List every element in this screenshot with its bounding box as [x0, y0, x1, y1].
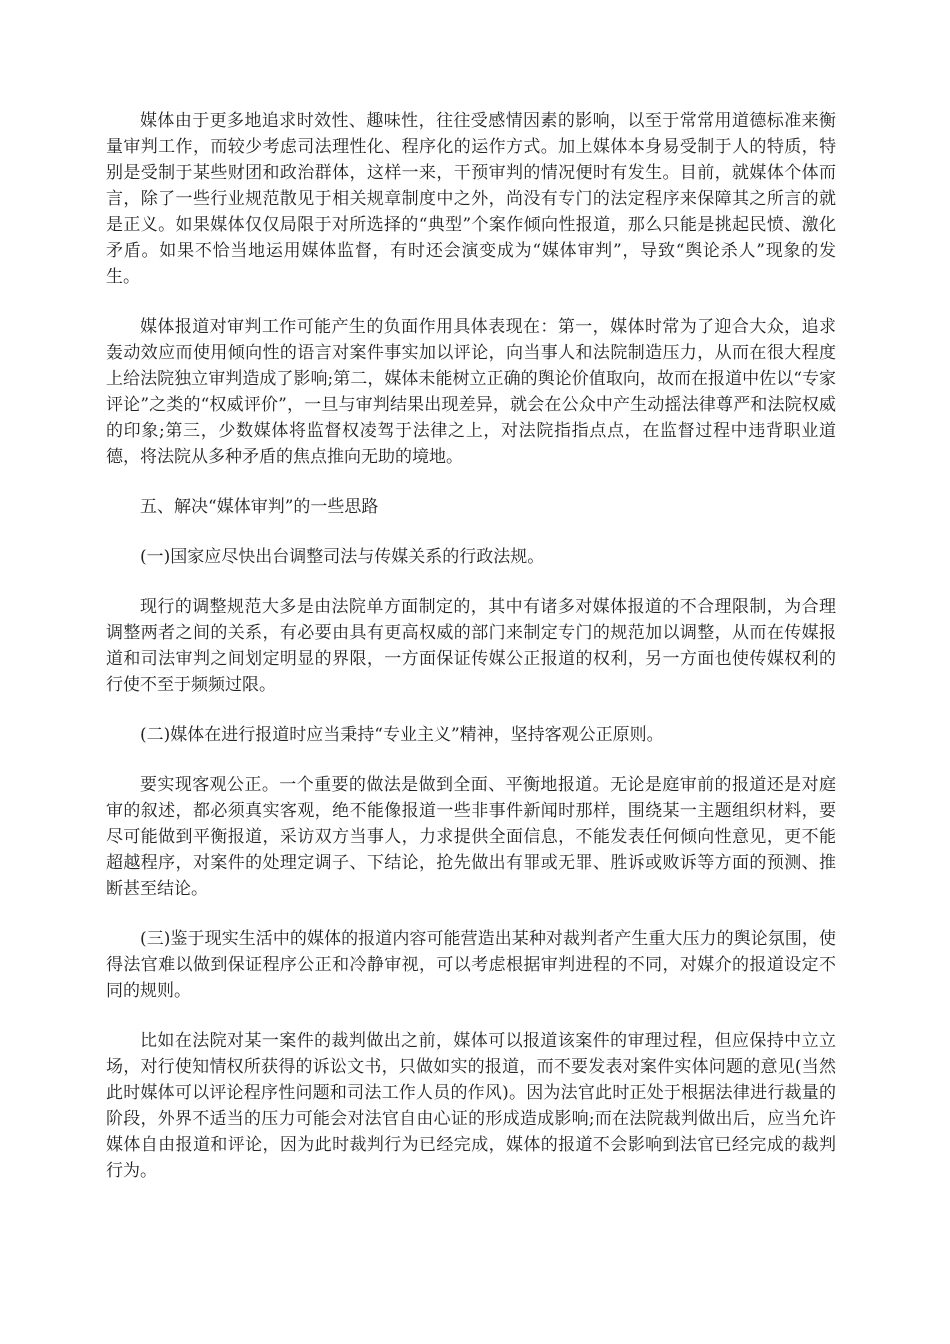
subheading-two: (二)媒体在进行报道时应当秉持“专业主义”精神，坚持客观公正原则。 — [140, 725, 664, 745]
paragraph-negative-effects: 媒体报道对审判工作可能产生的负面作用具体表现在：第一，媒体时常为了迎合大众，追求轰动效应而使用倾向性的语言对案件事实加以评论，向当事人和法院制造压力，从而在很大程度上给法院独立审判造成了影响;第二，媒体未能树立正确的舆论价值取向，故而在报道中佐以“专家评论”之类的“权威评价”，一旦与审判结果出现差异，就会在公众中产生动摇法律尊严和法院权威的印象;第三，少数媒体将监督权凌驾于法律之上，对法院指指点点，在监督过程中违背职业道德，将法院从多种矛盾的焦点推向无助的境地。 — [106, 317, 836, 467]
subheading-one: (一)国家应尽快出台调整司法与传媒关系的行政法规。 — [140, 547, 545, 567]
paragraph-before-judgment: 比如在法院对某一案件的裁判做出之前，媒体可以报道该案件的审理过程，但应保持中立立场，对行使知情权所获得的诉讼文书，只做如实的报道，而不要发表对案件实体问题的意见(当然此时媒体可以评论程序性问题和司法工作人员的作风)。因为法官此时正处于根据法律进行裁量的阶段，外界不适当的压力可能会对法官自由心证的形成造成影响;而在法院裁判做出后，应当允许媒体自由报道和评论，因为此时裁判行为已经完成，媒体的报道不会影响到法官已经完成的裁判行为。 — [106, 1031, 836, 1181]
paragraph-objective-fair: 要实现客观公正。一个重要的做法是做到全面、平衡地报道。无论是庭审前的报道还是对庭审的叙述，都必须真实客观，绝不能像报道一些非事件新闻时那样，围绕某一主题组织材料，要尽可能做到平衡报道，采访双方当事人，力求提供全面信息，不能发表任何倾向性意见，更不能超越程序，对案件的处理定调子、下结论，抢先做出有罪或无罪、胜诉或败诉等方面的预测、推断甚至结论。 — [106, 775, 836, 899]
section-heading-five: 五、解决“媒体审判”的一些思路 — [140, 497, 379, 517]
paragraph-media-pursuit: 媒体由于更多地追求时效性、趣味性，往往受感情因素的影响，以至于常常用道德标准来衡量审判工作，而较少考虑司法理性化、程序化的运作方式。加上媒体本身易受制于人的特质，特别是受制于某些财团和政治群体，这样一来，干预审判的情况便时有发生。目前，就媒体个体而言，除了一些行业规范散见于相关规章制度中之外，尚没有专门的法定程序来保障其之所言的就是正义。如果媒体仅仅局限于对所选择的“典型”个案作倾向性报道，那么只能是挑起民愤、激化矛盾。如果不恰当地运用媒体监督，有时还会演变成为“媒体审判”，导致“舆论杀人”现象的发生。 — [106, 111, 836, 287]
paragraph-current-norms: 现行的调整规范大多是由法院单方面制定的，其中有诸多对媒体报道的不合理限制，为合理调整两者之间的关系，有必要由具有更高权威的部门来制定专门的规范加以调整，从而在传媒报道和司法审判之间划定明显的界限，一方面保证传媒公正报道的权利，另一方面也使传媒权利的行使不至于频频过限。 — [106, 597, 836, 695]
document-body — [106, 108, 836, 1208]
paragraph-subheading-three: (三)鉴于现实生活中的媒体的报道内容可能营造出某种对裁判者产生重大压力的舆论氛围，使得法官难以做到保证程序公正和冷静审视，可以考虑根据审判进程的不同，对媒介的报道设定不同的规则。 — [106, 929, 836, 1001]
